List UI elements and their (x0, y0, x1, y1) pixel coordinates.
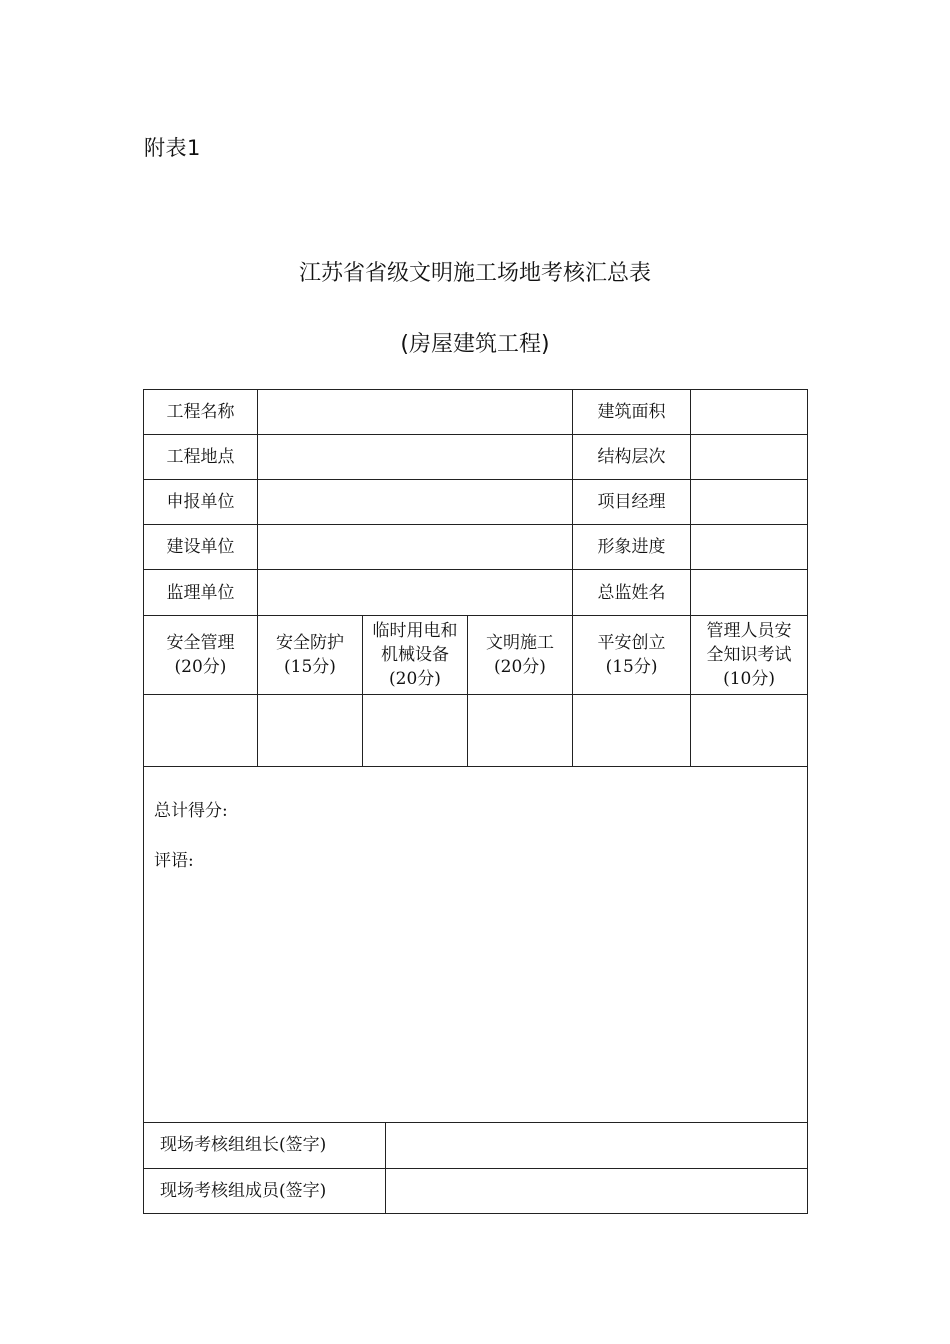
signature-label: 现场考核组组长(签字) (144, 1123, 386, 1168)
project-manager-field[interactable] (691, 480, 808, 525)
info-label: 结构层次 (573, 435, 691, 480)
building-area-field[interactable] (691, 390, 808, 435)
info-row (144, 480, 808, 525)
score-cell[interactable] (468, 695, 573, 767)
form-title: 江苏省省级文明施工场地考核汇总表 (298, 261, 651, 286)
score-header-line: 全知识考试 (706, 645, 792, 665)
info-label: 监理单位 (144, 570, 258, 616)
score-header (258, 616, 363, 695)
remarks-row (144, 767, 808, 1123)
group-member-signature-field[interactable] (386, 1168, 808, 1213)
score-header-line: 临时用电和 (372, 621, 458, 641)
info-label: 工程地点 (144, 435, 258, 480)
structure-levels-field[interactable] (691, 435, 808, 480)
remarks-area[interactable] (144, 767, 808, 1123)
info-row (144, 570, 808, 616)
score-header-line: 文明施工 (486, 633, 554, 653)
score-value-row (144, 695, 808, 767)
signature-label: 现场考核组成员(签字) (144, 1168, 386, 1213)
score-header (144, 616, 258, 695)
score-header-line: 安全管理 (166, 633, 235, 653)
assessment-table (143, 389, 808, 1123)
score-cell[interactable] (144, 695, 258, 767)
info-label: 项目经理 (573, 480, 691, 525)
info-label: 申报单位 (144, 480, 258, 525)
signature-table (143, 1123, 808, 1214)
score-header (363, 616, 468, 695)
chief-supervisor-field[interactable] (691, 570, 808, 616)
total-score-label: 总计得分: (154, 801, 228, 821)
score-header-line: 安全防护 (276, 633, 344, 653)
info-row (144, 435, 808, 480)
group-leader-signature-field[interactable] (386, 1123, 808, 1168)
score-cell[interactable] (258, 695, 363, 767)
info-label: 总监姓名 (573, 570, 691, 616)
info-label: 工程名称 (144, 390, 258, 435)
score-header-line: (10分) (723, 669, 775, 689)
supervision-unit-field[interactable] (258, 570, 573, 616)
signature-row (144, 1123, 808, 1168)
info-label: 建筑面积 (573, 390, 691, 435)
signature-row (144, 1168, 808, 1213)
score-header-line: (15分) (605, 657, 658, 677)
project-name-field[interactable] (258, 390, 573, 435)
construction-unit-field[interactable] (258, 525, 573, 570)
score-header-line: 机械设备 (381, 645, 449, 665)
score-header-line: (20分) (494, 657, 546, 677)
applicant-unit-field[interactable] (258, 480, 573, 525)
score-header-line: (20分) (174, 657, 227, 677)
score-header-line: 管理人员安 (706, 621, 792, 641)
comment-label: 评语: (154, 851, 194, 871)
appendix-label: 附表1 (144, 136, 201, 160)
score-header-row (144, 616, 808, 695)
score-header-line: 平安创立 (597, 633, 666, 653)
score-cell[interactable] (363, 695, 468, 767)
info-label: 形象进度 (573, 525, 691, 570)
score-cell[interactable] (573, 695, 691, 767)
info-label: 建设单位 (144, 525, 258, 570)
score-header-line: (15分) (284, 657, 336, 677)
info-row (144, 390, 808, 435)
info-row (144, 525, 808, 570)
score-header-line: (20分) (389, 669, 441, 689)
form-subtitle: (房屋建筑工程) (400, 332, 550, 357)
score-header (573, 616, 691, 695)
project-location-field[interactable] (258, 435, 573, 480)
score-header (468, 616, 573, 695)
score-header (691, 616, 808, 695)
score-cell[interactable] (691, 695, 808, 767)
progress-field[interactable] (691, 525, 808, 570)
